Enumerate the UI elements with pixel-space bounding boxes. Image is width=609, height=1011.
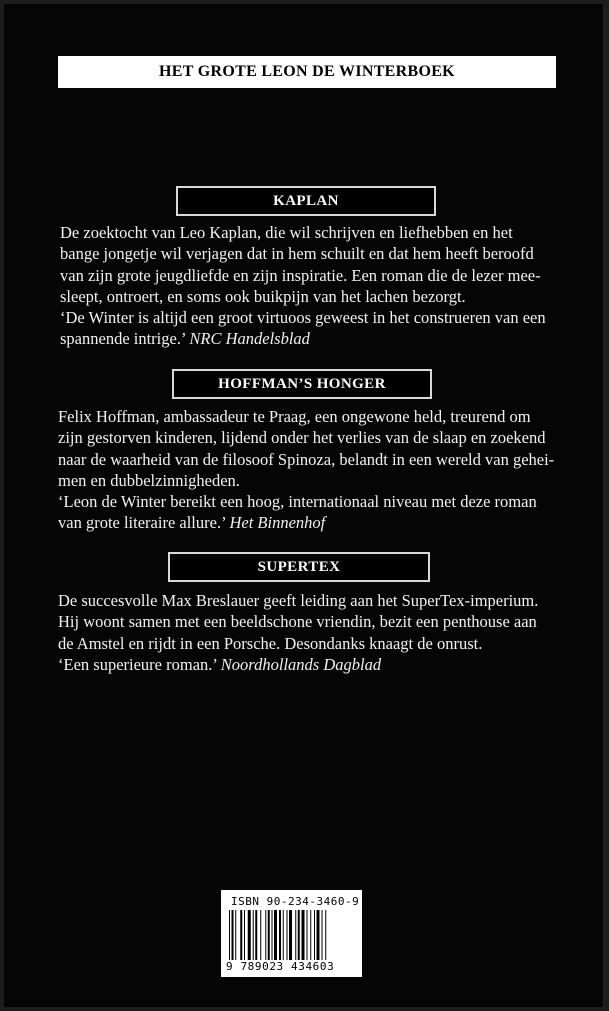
isbn-number: ISBN 90-234-3460-9 (231, 895, 360, 908)
barcode-bar (287, 910, 288, 960)
barcode-bar (325, 910, 326, 960)
section-title-box-hoffmans-honger (172, 369, 432, 399)
barcode-bar (265, 910, 266, 960)
series-banner-text: HET GROTE LEON DE WINTERBOEK (159, 63, 455, 80)
barcode-bar (310, 910, 311, 960)
quote-text: ‘De Winter is altijd een groot virtuoos geweest in het construeren van een spannende intrige.’ (60, 308, 546, 349)
text-line: men en dubbelzinnigheden. (58, 470, 240, 490)
review-quote (58, 654, 558, 675)
section-title: KAPLAN (273, 192, 339, 209)
text-line: sleept, ontroert, en soms ook buikpijn van het lachen bezorgt. (60, 286, 466, 306)
text-line: De succesvolle Max Breslauer geeft leiding aan het SuperTex-imperium. (58, 591, 539, 610)
barcode-bar (322, 910, 323, 960)
text-line: de Amstel en rijdt in een Porsche. Desondanks knaagt de onrust. (58, 633, 483, 653)
barcode-bar (272, 910, 273, 960)
barcode-bar (317, 910, 320, 960)
text-line: Felix Hoffman, ambassadeur te Praag, een ongewone held, treurend om (58, 407, 531, 426)
text-line: naar de waarheid van de filosoof Spinoza, belandt in een wereld van gehei- (58, 449, 555, 469)
text-line: Hij woont samen met een beeldschone vriendin, bezit een penthouse aan (58, 612, 537, 632)
section-title-box-supertex (168, 552, 430, 582)
barcode-bar (229, 910, 230, 960)
ean-number: 9 789023 434603 (226, 960, 335, 973)
barcode-bar (253, 910, 254, 960)
text-line: De zoektocht van Leo Kaplan, die wil schrijven en liefhebben en het (60, 223, 513, 242)
text-line: zijn gestorven kinderen, lijdend onder het verlies van de slaap en zoekend (58, 428, 546, 448)
quote-source: NRC Handelsblad (189, 329, 310, 349)
barcode-bar (283, 910, 284, 960)
barcode-bar (232, 910, 234, 960)
review-quote (60, 307, 558, 350)
barcode-bar (279, 910, 281, 960)
quote-source: Noordhollands Dagblad (220, 654, 382, 674)
barcode-bar (255, 910, 257, 960)
quote-text: ‘Een superieure roman.’ (58, 654, 217, 674)
review-quote (58, 491, 556, 534)
quote-source: Het Binnenhof (229, 513, 326, 533)
barcode-bar (248, 910, 251, 960)
section-title: SUPERTEX (257, 558, 341, 575)
barcode-bar (307, 910, 308, 960)
barcode-bar (244, 910, 245, 960)
series-banner (58, 56, 556, 88)
barcode-bar (268, 910, 270, 960)
quote-text: ‘Leon de Winter bereikt een hoog, internationaal niveau met deze roman van grote literaire allure.’ (58, 492, 537, 533)
section-text-supertex (58, 590, 558, 675)
barcode-bar (298, 910, 300, 960)
barcode-bar (260, 910, 261, 960)
barcode-bar (235, 910, 236, 960)
barcode-icon (229, 910, 356, 960)
barcode-bar (289, 910, 292, 960)
section-title: HOFFMAN’S HONGER (218, 375, 386, 392)
barcode-bar (314, 910, 315, 960)
text-line: bange jongetje wil verjagen dat in hem schuilt en dat hem heeft beroofd (60, 244, 534, 264)
section-text-hoffmans-honger (58, 406, 556, 534)
barcode-bar (274, 910, 277, 960)
section-text-kaplan (60, 222, 558, 350)
barcode-label (221, 890, 362, 977)
barcode-bar (240, 910, 242, 960)
text-line: van zijn grote jeugdliefde en zijn inspiratie. Een roman die de lezer mee- (60, 265, 541, 285)
section-title-box-kaplan (176, 186, 436, 216)
barcode-bar (302, 910, 305, 960)
barcode-bar (295, 910, 296, 960)
